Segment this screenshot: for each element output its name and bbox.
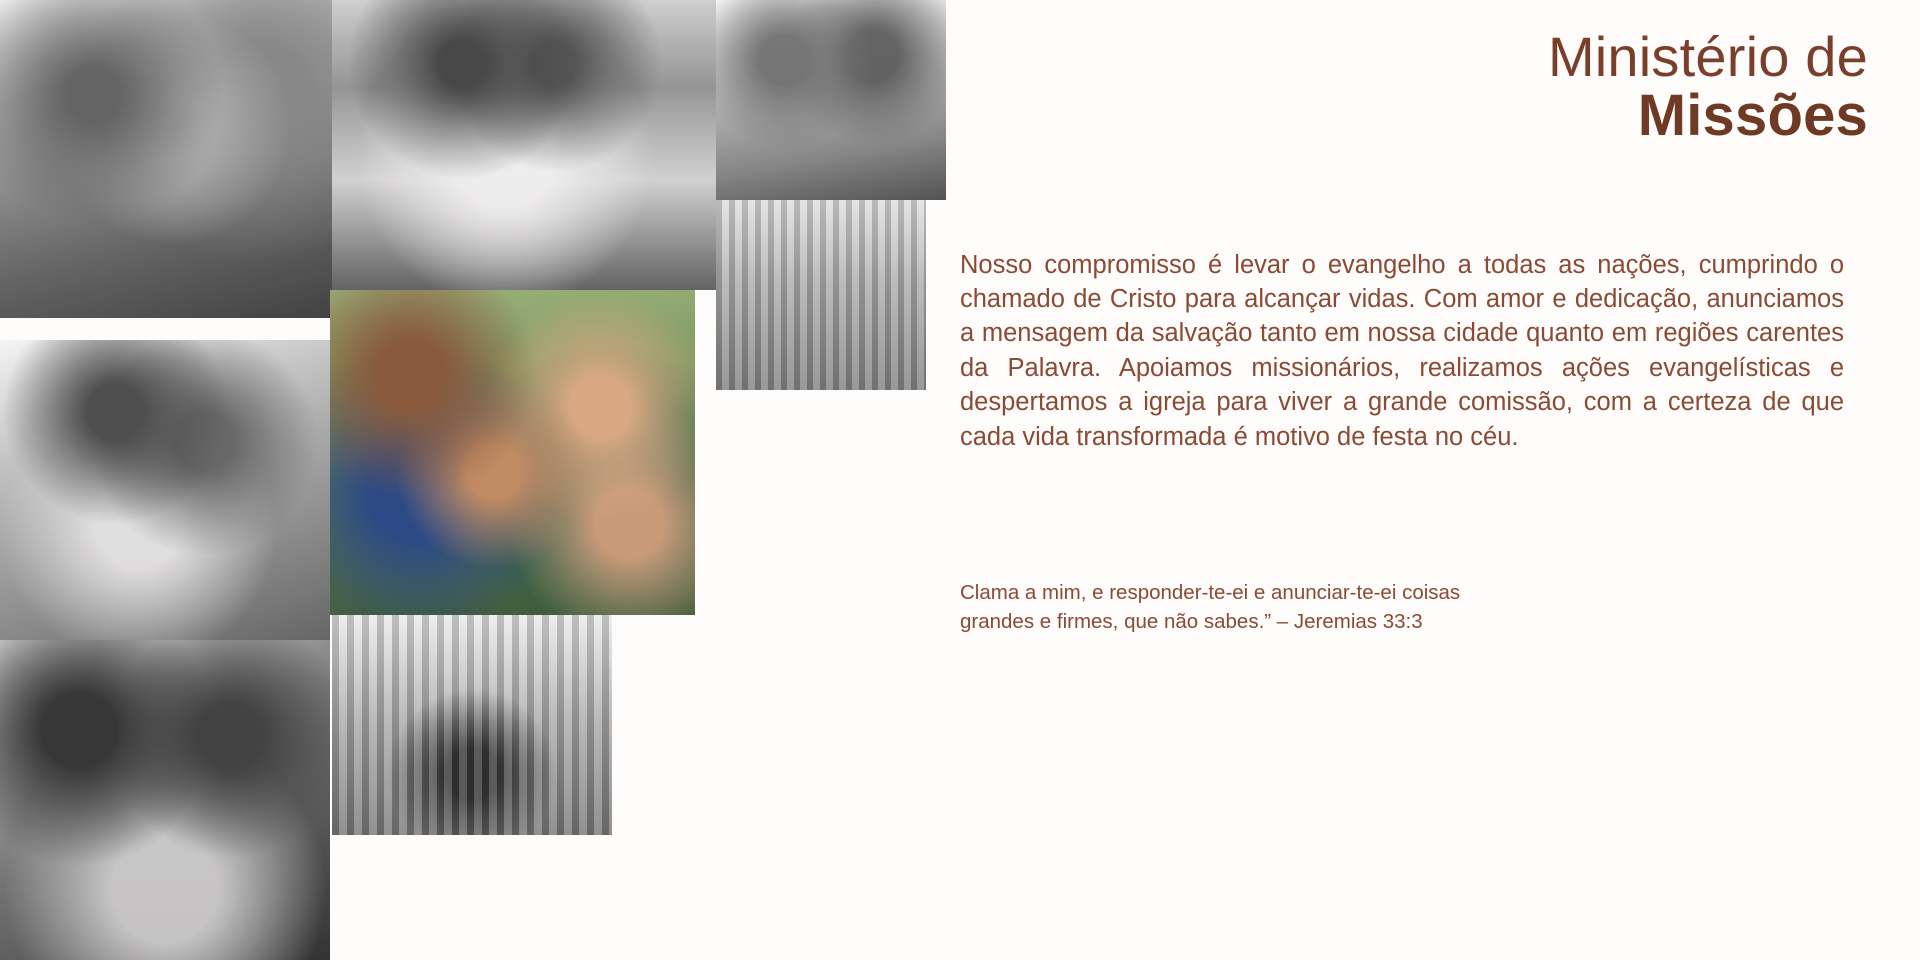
photo-couple-altar — [716, 0, 946, 200]
photo-collage — [0, 0, 700, 960]
photo-family-color — [330, 290, 695, 615]
photo-baptism — [332, 0, 716, 290]
photo-outreach — [0, 640, 330, 960]
photo-overlay — [332, 615, 612, 835]
photo-overlay — [716, 200, 926, 390]
page-title-line-1: Ministério de — [1547, 25, 1868, 88]
photo-overlay — [332, 0, 716, 290]
scripture-quote-line-2: grandes e firmes, que não sabes.” – Jeremias 33:3 — [960, 610, 1423, 634]
photo-counseling — [0, 0, 332, 318]
photo-overlay — [716, 0, 946, 200]
photo-congregation — [716, 200, 926, 390]
photo-family-hug — [0, 340, 330, 640]
content-column — [960, 0, 1920, 960]
photo-family-color-image — [330, 290, 695, 615]
photo-overlay — [0, 640, 330, 960]
photo-overlay — [0, 340, 330, 640]
scripture-quote-line-1: Clama a mim, e responder-te-ei e anunciar-te-ei coisas — [960, 581, 1461, 604]
photo-choir — [332, 615, 612, 835]
scripture-quote — [960, 578, 1660, 636]
page-title — [1547, 25, 1868, 149]
ministry-description: Nosso compromisso é levar o evangelho a todas as nações, cumprindo o chamado de Cristo para alcançar vidas. Com amor e dedicação, anunciamos a mensagem da salvação tanto em nossa cidade quanto em regiões carentes da Palavra. Apoiamos missionários, realizamos ações evangelísticas e despertamos a igreja para viver a grande comissão, com a certeza de que cada vida transformada é motivo de festa no céu. — [960, 250, 1844, 451]
photo-overlay — [0, 0, 332, 318]
page-title-line-2: Missões — [1637, 83, 1868, 149]
